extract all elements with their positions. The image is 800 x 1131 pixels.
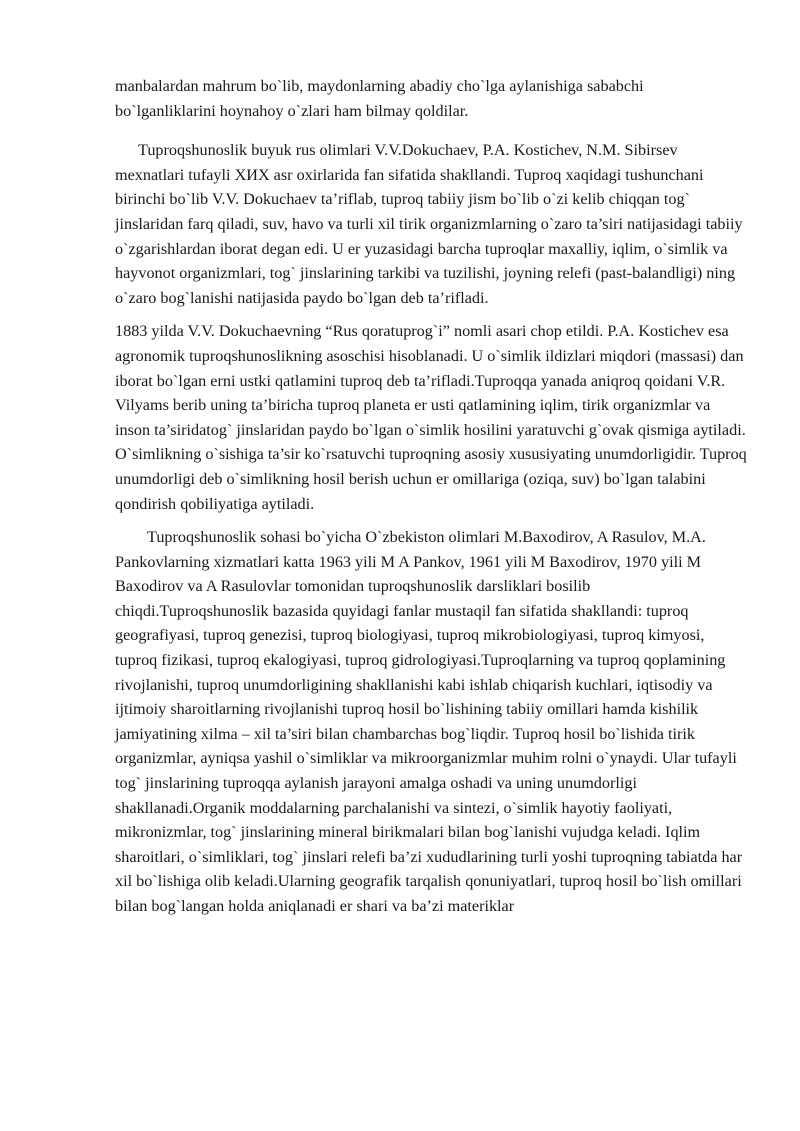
paragraph-1: manbalardan mahrum bo`lib, maydonlarning abadiy cho`lga aylanishiga sababchi bo`lganliklarini hoynahoy o`zlari ham bilmay qoldilar. — [115, 77, 644, 120]
paragraph-2: Tuproqshunoslik buyuk rus olimlari V.V.Dokuchaev, P.A. Kostichev, N.M. Sibirsev mexnatlari tufayli XИX asr oxirlarida fan sifatida shakllandi. Tuproq xaqidagi tushunchani birinchi bo`lib V.V. Dokuchaev ta’riflab, tuproq tabiiy jism bo`lib o`zi kelib chiqqan tog` jinslaridan farq qiladi, suv, havo va turli xil tirik organizmlarning o`zaro ta’siri natijasidagi tabiiy o`zgarishlardan iborat degan edi. U er yuzasidagi barcha tuproqlar maxalliy, iqlim, o`simlik va hayvonot organizmlari, tog` jinslarining tarkibi va tuzilishi, joyning relefi (past-balandligi) ning o`zaro bog`lanishi natijasida paydo bo`lgan deb ta’rifladi. — [115, 141, 743, 307]
document-page — [115, 74, 747, 919]
paragraph-4: Tuproqshunoslik sohasi bo`yicha O`zbekiston olimlari M.Baxodirov, A Rasulov, M.A. Pankovlarning xizmatlari katta 1963 yili M A Pankov, 1961 yili M Baxodirov, 1970 yili M Baxodirov va A Rasulovlar tomonidan tuproqshunoslik darsliklari bosilib chiqdi.Tuproqshunoslik bazasida quyidagi fanlar mustaqil fan sifatida shakllandi: tuproq geografiyasi, tuproq genezisi, tuproq biologiyasi, tuproq mikrobiologiyasi, tuproq kimyosi, tuproq fizikasi, tuproq ekalogiyasi, tuproq gidrologiyasi.Tuproqlarning va tuproq qoplamining rivojlanishi, tuproq unumdorligining shakllanishi kabi ishlab chiqarish kuchlari, iqtisodiy va ijtimoiy sharoitlarning rivojlanishi tuproq hosil bo`lishining tabiiy omillari hamda kishilik jamiyatining xilma – xil ta’siri bilan chambarchas bog`liqdir. Tuproq hosil bo`lishida tirik organizmlar, ayniqsa yashil o`simliklar va mikroorganizmlar muhim rolni o`ynaydi. Ular tufayli tog` jinslarining tuproqqa aylanish jarayoni amalga oshadi va uning unumdorligi shakllanadi.Organik moddalarning parchalanishi va sintezi, o`simlik hayotiy faoliyati, mikronizmlar, tog` jinslarining mineral birikmalari bilan bog`lanishi vujudga keladi. Iqlim sharoitlari, o`simliklari, tog` jinslari relefi ba’zi xududlarining turli yoshi tuproqning tabiatda har xil bo`lishiga olib keladi.Ularning geografik tarqalish qonuniyatlari, tuproq hosil bo`lish omillari bilan bog`langan holda aniqlanadi er shari va ba’zi materiklar — [115, 528, 743, 915]
paragraph-3: 1883 yilda V.V. Dokuchaevning “Rus qoratuprog`i” nomli asari chop etildi. P.A. Kostichev esa agronomik tuproqshunoslikning asoschisi hisoblanadi. U o`simlik ildizlari miqdori (massasi) dan iborat bo`lgan erni ustki qatlamini tuproq deb ta’rifladi.Tuproqqa yanada aniqroq qoidani V.R. Vilyams berib uning ta’biricha tuproq planeta er usti qatlamining iqlim, tirik organizmlar va inson ta’siridatog` jinslaridan paydo bo`lgan o`simlik hosilini yaratuvchi g`ovak qismiga aytiladi. O`simlikning o`sishiga ta’sir ko`rsatuvchi tuproqning asosiy xususiyating unumdorligidir. Tuproq unumdorligi deb o`simlikning hosil berish uchun er omillariga (oziqa, suv) bo`lgan talabini qondirish qobiliyatiga aytiladi. — [115, 322, 747, 513]
